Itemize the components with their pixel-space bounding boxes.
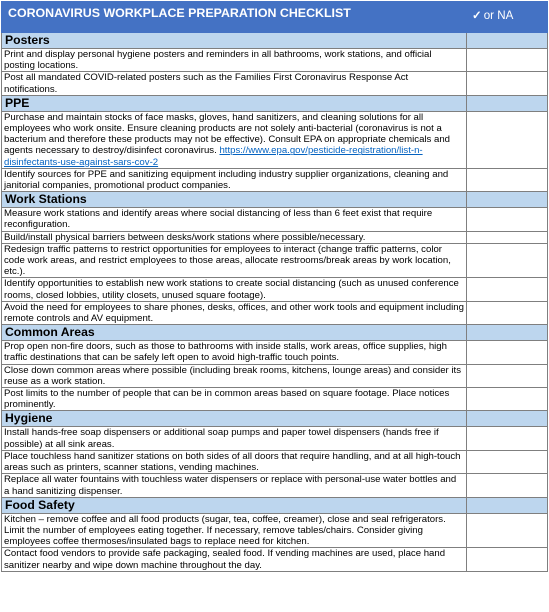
section-header-row xyxy=(2,33,548,49)
section-check-cell xyxy=(467,497,548,513)
checklist-item-cell xyxy=(2,231,467,243)
checklist-document xyxy=(1,1,547,572)
check-or-na-cell[interactable] xyxy=(467,168,548,191)
check-or-na-cell[interactable] xyxy=(467,111,548,168)
section-check-cell xyxy=(467,325,548,341)
check-or-na-cell[interactable] xyxy=(467,474,548,497)
check-or-na-cell[interactable] xyxy=(467,548,548,571)
checklist-item-row xyxy=(2,243,548,278)
checklist-item-text: Replace all water fountains with touchless water dispensers or replace with personal-use water bottles and a hand sanitizing dispenser. xyxy=(4,474,457,497)
checklist-item-row xyxy=(2,450,548,473)
checklist-item-row xyxy=(2,278,548,301)
checklist-item-text: Place touchless hand sanitizer stations on both sides of all doors that require handling, and at all high-touch areas such as printers, scanner stations, vending machines. xyxy=(4,450,461,474)
checklist-item-row xyxy=(2,427,548,450)
check-or-na-cell[interactable] xyxy=(467,243,548,278)
checklist-item-text: Close down common areas where possible (including break rooms, kitchens, lounge areas) and consider its reuse as a work station. xyxy=(4,364,462,387)
checklist-item-row xyxy=(2,111,548,168)
section-title: Posters xyxy=(2,33,467,49)
section-title: Common Areas xyxy=(2,325,467,341)
section-header-row xyxy=(2,192,548,208)
checklist-item-cell xyxy=(2,208,467,231)
checklist-item-text: Kitchen – remove coffee and all food products (sugar, tea, coffee, creamer), close and seal refrigerators. Limit the number of employees eating together. If necessary, remove tables/chairs. Consider giving employees coffee thermoses/insulated bags to replace need for kitchen. xyxy=(4,513,446,548)
section-check-cell xyxy=(467,33,548,49)
section-title: Hygiene xyxy=(2,411,467,427)
checklist-item-cell xyxy=(2,278,467,301)
section-header-row xyxy=(2,497,548,513)
checklist-title: CORONAVIRUS WORKPLACE PREPARATION CHECKLIST xyxy=(2,2,467,33)
checklist-item-text: Measure work stations and identify areas where social distancing of less than 6 feet exist that require reconfiguration. xyxy=(4,208,433,231)
checklist-item-cell xyxy=(2,243,467,278)
section-check-cell xyxy=(467,95,548,111)
check-or-na-cell[interactable] xyxy=(467,427,548,450)
checklist-item-text: Redesign traffic patterns to restrict opportunities for employees to interact (change traffic patterns, color code work areas, and restrict employees to those areas, allocate restrooms/break areas by work location, etc.). xyxy=(4,243,451,278)
check-or-na-cell[interactable] xyxy=(467,513,548,548)
checklist-item-row xyxy=(2,513,548,548)
check-or-na-cell[interactable] xyxy=(467,341,548,364)
check-or-na-cell[interactable] xyxy=(467,364,548,387)
section-title: PPE xyxy=(2,95,467,111)
checklist-table xyxy=(1,1,548,572)
checklist-item-row xyxy=(2,208,548,231)
checklist-item-cell xyxy=(2,301,467,324)
check-or-na-cell[interactable] xyxy=(467,450,548,473)
checklist-item-cell xyxy=(2,388,467,411)
checklist-item-text: Print and display personal hygiene posters and reminders in all bathrooms, work stations, and official posting locations. xyxy=(4,49,432,72)
section-header-row xyxy=(2,411,548,427)
checklist-item-cell xyxy=(2,168,467,191)
section-header-row xyxy=(2,325,548,341)
checklist-body xyxy=(2,33,548,572)
checklist-item-row xyxy=(2,72,548,95)
section-header-row xyxy=(2,95,548,111)
checklist-item-cell xyxy=(2,72,467,95)
checklist-item-row xyxy=(2,231,548,243)
checklist-item-cell xyxy=(2,49,467,72)
checklist-item-row xyxy=(2,168,548,191)
checklist-item-row xyxy=(2,49,548,72)
title-row xyxy=(2,2,548,33)
check-or-na-cell[interactable] xyxy=(467,231,548,243)
check-or-na-cell[interactable] xyxy=(467,301,548,324)
check-or-na-cell[interactable] xyxy=(467,388,548,411)
checklist-item-row xyxy=(2,341,548,364)
checklist-item-text: Post limits to the number of people that can be in common areas based on square footage. Place notices prominently. xyxy=(4,388,450,411)
checklist-item-cell xyxy=(2,450,467,473)
checklist-item-text: Contact food vendors to provide safe packaging, sealed food. If vending machines are used, place hand sanitizer nearby and wipe down machine throughout the day. xyxy=(4,548,446,571)
section-check-cell xyxy=(467,411,548,427)
section-title: Food Safety xyxy=(2,497,467,513)
check-or-na-cell[interactable] xyxy=(467,278,548,301)
checklist-item-cell xyxy=(2,548,467,571)
checklist-item-cell xyxy=(2,364,467,387)
checklist-item-text: Identify sources for PPE and sanitizing equipment including industry supplier organizations, cleaning and janitorial companies, promotional product companies. xyxy=(4,168,449,192)
checklist-item-text: Avoid the need for employees to share phones, desks, offices, and other work tools and equipment including remote controls and AV equipment. xyxy=(4,301,464,325)
checklist-item-text: Prop open non-fire doors, such as those to bathrooms with inside stalls, work areas, office supplies, high traffic destinations that can be safely left open to avoid high-traffic touch points. xyxy=(4,341,447,364)
checklist-item-text: Build/install physical barriers between desks/work stations where possible/necessary. xyxy=(4,231,366,243)
checklist-item-text: Purchase and maintain stocks of face masks, gloves, hand sanitizers, and cleaning solutions for all employees who work onsite. Ensure cleaning products are not solely anti-bacterial (coronavirus is not a bacterium and therefore these products may not be effective). Consult EPA on appropriate chemicals and agents necessary to destroy/disinfect coronavirus. xyxy=(4,111,451,157)
checklist-item-text: Install hands-free soap dispensers or additional soap pumps and paper towel dispensers (hands free if possible) at all sink areas. xyxy=(4,427,439,450)
checklist-item-cell xyxy=(2,427,467,450)
check-or-na-cell[interactable] xyxy=(467,49,548,72)
checklist-item-cell xyxy=(2,111,467,168)
checklist-item-row xyxy=(2,388,548,411)
checklist-item-cell xyxy=(2,341,467,364)
checklist-item-row xyxy=(2,301,548,324)
check-or-na-cell[interactable] xyxy=(467,72,548,95)
check-column-label: or NA xyxy=(483,9,514,22)
checklist-item-text: Identify opportunities to establish new work stations to create social distancing (such as unused conference rooms, closed lobbies, utility closets, unused square footage). xyxy=(4,278,459,301)
checklist-item-text: Post all mandated COVID-related posters such as the Families First Coronavirus Response Act notifications. xyxy=(4,72,409,95)
checkmark-icon: ✓ xyxy=(472,9,482,22)
section-check-cell xyxy=(467,192,548,208)
check-or-na-cell[interactable] xyxy=(467,208,548,231)
section-title: Work Stations xyxy=(2,192,467,208)
checklist-item-cell xyxy=(2,513,467,548)
checklist-item-row xyxy=(2,548,548,571)
checklist-item-row xyxy=(2,364,548,387)
check-column-header xyxy=(467,2,548,33)
epa-disinfectant-link[interactable]: https://www.epa.gov/pesticide-registration/list-n-disinfectants-use-against-sars-cov-2 xyxy=(4,145,423,168)
checklist-item-cell xyxy=(2,474,467,497)
checklist-item-row xyxy=(2,474,548,497)
